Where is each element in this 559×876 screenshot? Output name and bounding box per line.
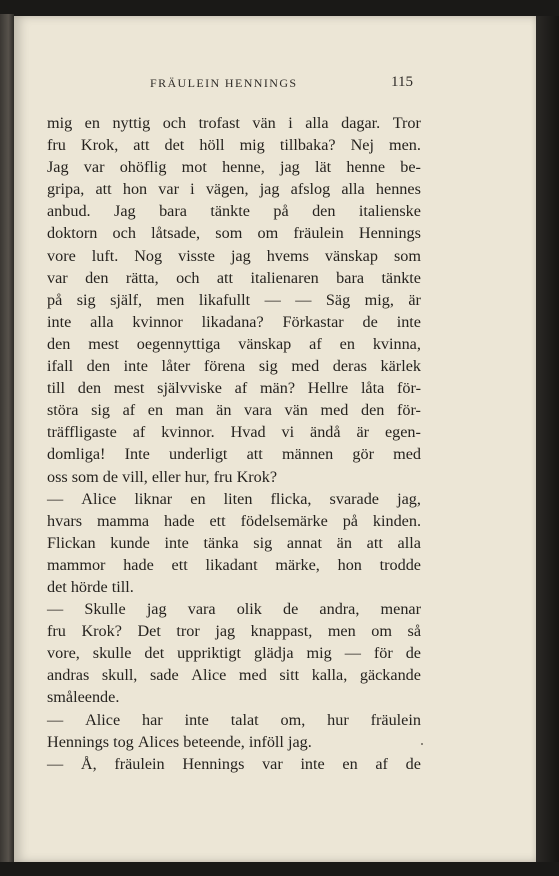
book-page-edge [0, 14, 14, 862]
scan-border [536, 16, 559, 862]
text-line: vore, skulle det uppriktigt glädja mig — för de [47, 644, 421, 663]
text-line: Hennings tog Alices beteende, inföll jag. [47, 732, 312, 751]
text-line: fru Krok, att det höll mig tillbaka? Nej men. [47, 136, 421, 155]
text-line: — Skulle jag vara olik de andra, menar [47, 600, 421, 619]
text-line: gripa, att hon var i vägen, jag afslog alla hennes [47, 180, 421, 199]
text-line: det hörde till. [47, 577, 134, 596]
text-line: — Å, fräulein Hennings var inte en af de [47, 754, 421, 773]
text-line: vore luft. Nog visste jag hvems vänskap som [47, 246, 421, 265]
text-line: doktorn och låtsade, som om fräulein Hennings [47, 224, 421, 243]
text-line: ifall den inte låter förena sig med deras kärlek [47, 357, 421, 376]
text-line: fru Krok? Det tror jag knappast, men om så [47, 622, 421, 641]
text-line: var den rätta, och att italienaren bara tänkte [47, 268, 421, 287]
text-line: till den mest självviske af män? Hellre låta för- [47, 379, 421, 398]
body-text [47, 112, 421, 775]
text-line: Flickan kunde inte tänka sig annat än att alla [47, 533, 421, 552]
text-line: andras skull, sade Alice med sitt kalla, gäckande [47, 666, 421, 685]
text-line: Jag var ohöflig mot henne, jag lät henne be- [47, 158, 421, 177]
text-line: småleende. [47, 688, 120, 707]
text-line: hvars mamma hade ett födelsemärke på kinden. [47, 511, 421, 530]
text-line: anbud. Jag bara tänkte på den italienske [47, 202, 421, 221]
paper-speck [421, 743, 423, 745]
text-line: träffligaste af kvinnor. Hvad vi ändå är egen- [47, 423, 421, 442]
text-line: — Alice liknar en liten flicka, svarade jag, [47, 489, 421, 508]
text-line: domliga! Inte underligt att männen gör med [47, 445, 421, 464]
text-line: mig en nyttig och trofast vän i alla dagar. Tror [47, 114, 421, 132]
text-line: störa sig af en man än vara vän med den för- [47, 401, 421, 420]
page-number: 115 [391, 74, 413, 90]
text-line: mammor hade ett likadant märke, hon trodde [47, 555, 421, 574]
text-line: oss som de vill, eller hur, fru Krok? [47, 467, 278, 486]
running-head: FRÄULEIN HENNINGS [150, 76, 298, 90]
text-line: den mest oegennyttiga vänskap af en kvinna, [47, 334, 421, 353]
text-line: inte alla kvinnor likadana? Förkastar de inte [47, 312, 421, 331]
text-line: på sig själf, men likafullt — — Säg mig, är [47, 290, 421, 309]
text-line: — Alice har inte talat om, hur fräulein [47, 710, 421, 729]
